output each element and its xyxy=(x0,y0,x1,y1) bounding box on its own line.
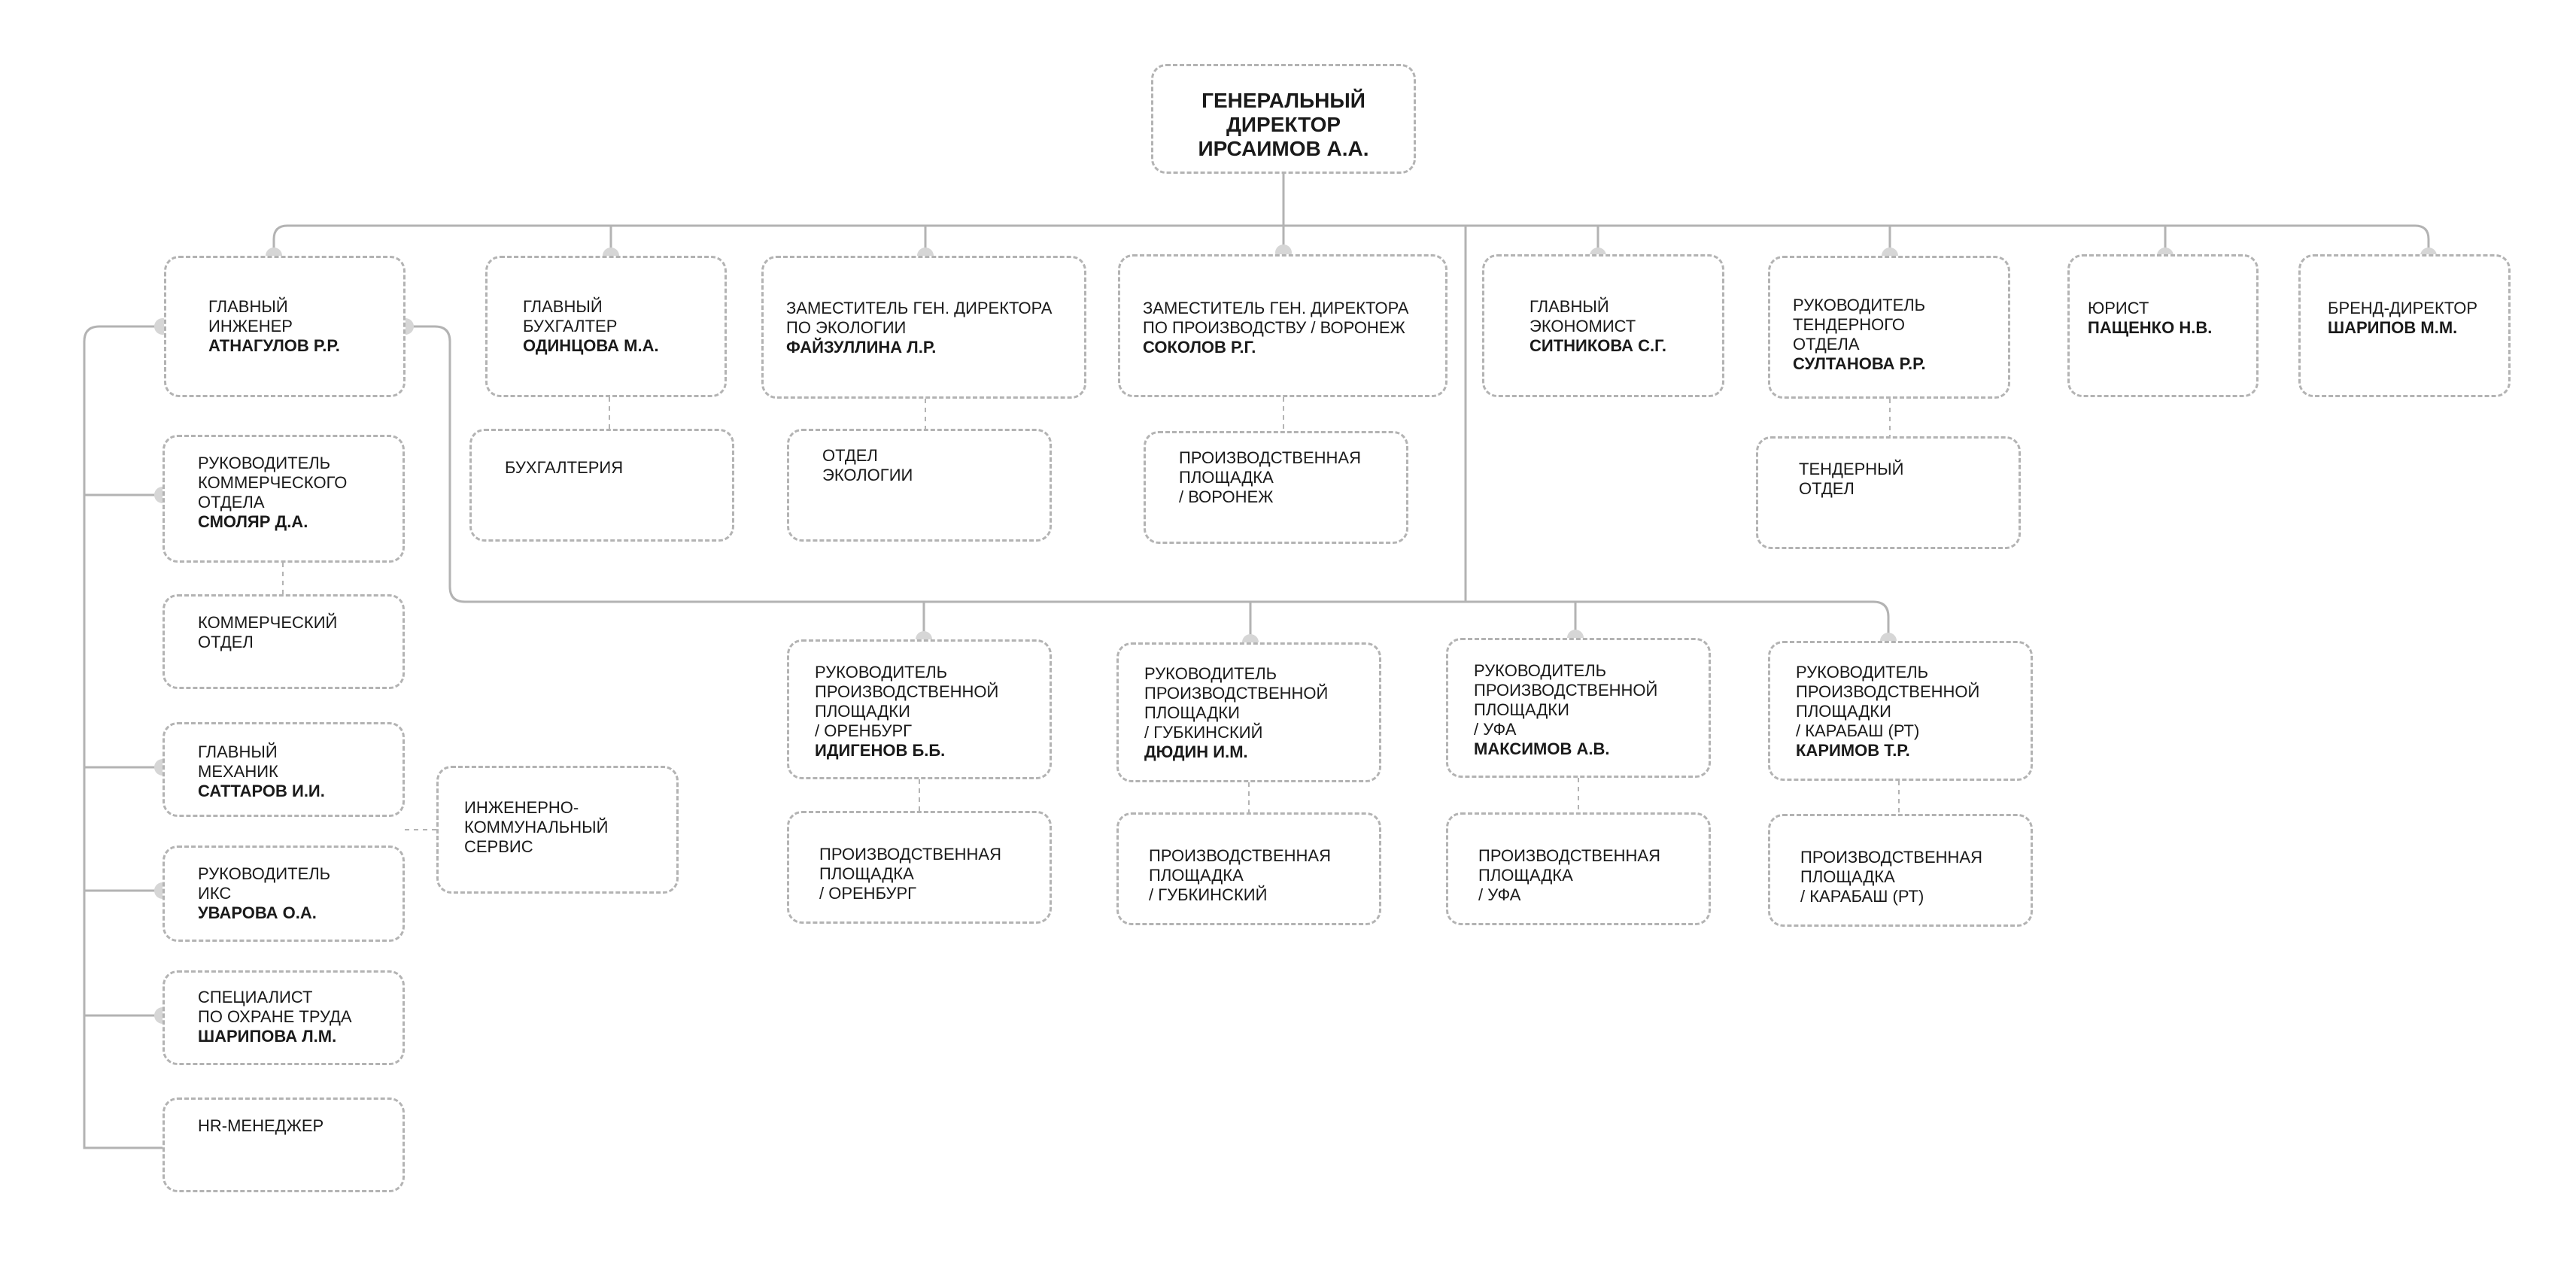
role-line: РУКОВОДИТЕЛЬ xyxy=(1793,296,1926,314)
node-commercial-dept xyxy=(163,594,405,689)
role-line: КОММЕРЧЕСКИЙ xyxy=(198,613,338,632)
role-line: РУКОВОДИТЕЛЬ xyxy=(1474,661,1607,680)
role-line: РУКОВОДИТЕЛЬ xyxy=(198,454,331,472)
role-line: ПЛОЩАДКА xyxy=(1800,867,1895,886)
role-line: РУКОВОДИТЕЛЬ xyxy=(815,663,948,682)
role-line: КОММЕРЧЕСКОГО xyxy=(198,473,348,492)
role-line: ПРОИЗВОДСТВЕННАЯ xyxy=(819,845,1001,864)
role-line: СЕРВИС xyxy=(464,837,533,856)
node-head-ufa xyxy=(1446,638,1711,778)
role-line: ДИРЕКТОР xyxy=(1226,113,1341,136)
node-tender-head xyxy=(1768,256,2010,399)
node-site-ufa xyxy=(1446,812,1711,925)
node-safety-specialist xyxy=(163,970,405,1065)
top-bus-line xyxy=(274,226,2429,256)
role-line: ТЕНДЕРНОГО xyxy=(1793,315,1906,334)
node-tender-dept xyxy=(1756,436,2021,549)
node-chief-economist xyxy=(1482,254,1724,397)
person-name: ФАЙЗУЛЛИНА Л.Р. xyxy=(786,338,937,357)
person-name: ШАРИПОВ М.М. xyxy=(2328,318,2458,337)
role-line: ПО ПРОИЗВОДСТВУ / ВОРОНЕЖ xyxy=(1143,318,1405,337)
role-line: / КАРАБАШ (РТ) xyxy=(1796,721,1920,740)
role-line: ГЛАВНЫЙ xyxy=(208,297,288,316)
person-name: САТТАРОВ И.И. xyxy=(198,782,325,800)
role-line: HR-МЕНЕДЖЕР xyxy=(198,1116,324,1135)
role-line: БРЕНД-ДИРЕКТОР xyxy=(2328,299,2478,317)
node-hr-manager xyxy=(163,1097,405,1192)
role-line: ОТДЕЛ xyxy=(822,446,878,465)
role-line: ЮРИСТ xyxy=(2088,299,2149,317)
role-line: / ГУБКИНСКИЙ xyxy=(1149,885,1268,904)
role-line: ПЛОЩАДКИ xyxy=(1474,700,1569,719)
role-line: КОММУНАЛЬНЫЙ xyxy=(464,818,609,836)
node-general-director xyxy=(1151,64,1416,174)
role-line: ЗАМЕСТИТЕЛЬ ГЕН. ДИРЕКТОРА xyxy=(786,299,1053,317)
node-site-karabash xyxy=(1768,814,2033,927)
role-line: ПЛОЩАДКА xyxy=(1478,866,1573,885)
role-line: ПРОИЗВОДСТВЕННОЙ xyxy=(815,682,999,701)
node-brand-director xyxy=(2298,254,2511,397)
role-line: ПЛОЩАДКА xyxy=(1179,468,1274,487)
role-line: ПРОИЗВОДСТВЕННОЙ xyxy=(1144,684,1329,703)
role-line: ИНЖЕНЕРНО- xyxy=(464,798,579,817)
role-line: ПРОИЗВОДСТВЕННОЙ xyxy=(1474,681,1658,700)
role-line: / ГУБКИНСКИЙ xyxy=(1144,723,1263,742)
node-lawyer xyxy=(2067,254,2259,397)
role-line: / УФА xyxy=(1478,885,1521,904)
role-line: ИКС xyxy=(198,884,232,903)
node-commercial-head xyxy=(163,435,405,563)
role-line: / ОРЕНБУРГ xyxy=(819,884,917,903)
role-line: РУКОВОДИТЕЛЬ xyxy=(1796,663,1929,682)
node-accounting xyxy=(469,429,734,542)
role-line: ПРОИЗВОДСТВЕННОЙ xyxy=(1796,682,1980,701)
role-line: / ВОРОНЕЖ xyxy=(1179,487,1274,506)
role-line: СПЕЦИАЛИСТ xyxy=(198,988,313,1006)
role-line: ПРОИЗВОДСТВЕННАЯ xyxy=(1179,448,1361,467)
person-name: СОКОЛОВ Р.Г. xyxy=(1143,338,1256,357)
node-head-karabash xyxy=(1768,641,2033,781)
role-line: ОТДЕЛ xyxy=(198,633,254,651)
role-line: ТЕНДЕРНЫЙ xyxy=(1799,460,1904,478)
person-name: АТНАГУЛОВ Р.Р. xyxy=(208,336,340,355)
person-name: ИРСАИМОВ А.А. xyxy=(1198,137,1369,160)
role-line: ПО ОХРАНЕ ТРУДА xyxy=(198,1007,352,1026)
role-line: ПРОИЗВОДСТВЕННАЯ xyxy=(1149,846,1331,865)
person-name: СМОЛЯР Д.А. xyxy=(198,512,308,531)
role-line: ПЛОЩАДКИ xyxy=(1144,703,1240,722)
role-line: ПРОИЗВОДСТВЕННАЯ xyxy=(1478,846,1660,865)
role-line: ОТДЕЛА xyxy=(1793,335,1860,354)
left-bus-line xyxy=(84,326,164,1148)
role-line: ОТДЕЛ xyxy=(1799,479,1855,498)
role-line: ПЛОЩАДКИ xyxy=(815,702,910,721)
role-line: МЕХАНИК xyxy=(198,762,278,781)
role-line: ГЛАВНЫЙ xyxy=(1530,297,1609,316)
role-line: ПЛОЩАДКА xyxy=(1149,866,1244,885)
role-line: РУКОВОДИТЕЛЬ xyxy=(198,864,331,883)
person-name: ШАРИПОВА Л.М. xyxy=(198,1027,337,1046)
person-name: СИТНИКОВА С.Г. xyxy=(1530,336,1667,355)
node-engineering-service xyxy=(436,766,679,894)
role-line: ГЛАВНЫЙ xyxy=(523,297,603,316)
person-name: КАРИМОВ Т.Р. xyxy=(1796,741,1910,760)
role-line: ИНЖЕНЕР xyxy=(208,317,293,335)
node-chief-accountant xyxy=(485,256,727,397)
role-line: ПО ЭКОЛОГИИ xyxy=(786,318,907,337)
node-chief-engineer xyxy=(164,256,406,397)
person-name: УВАРОВА О.А. xyxy=(198,903,317,922)
role-line: ЗАМЕСТИТЕЛЬ ГЕН. ДИРЕКТОРА xyxy=(1143,299,1409,317)
role-line: ЭКОНОМИСТ xyxy=(1530,317,1636,335)
node-head-gubkinsky xyxy=(1116,642,1381,782)
role-line: ПЛОЩАДКИ xyxy=(1796,702,1891,721)
node-deputy-production xyxy=(1118,254,1447,397)
role-line: / УФА xyxy=(1474,720,1517,739)
node-head-orenburg xyxy=(787,639,1052,779)
role-line: БУХГАЛТЕРИЯ xyxy=(505,458,624,477)
role-line: ГЕНЕРАЛЬНЫЙ xyxy=(1201,89,1365,112)
node-site-voronezh xyxy=(1144,431,1408,544)
role-line: / ОРЕНБУРГ xyxy=(815,721,913,740)
role-line: ПРОИЗВОДСТВЕННАЯ xyxy=(1800,848,1982,867)
person-name: МАКСИМОВ А.В. xyxy=(1474,739,1610,758)
person-name: ИДИГЕНОВ Б.Б. xyxy=(815,741,946,760)
role-line: / КАРАБАШ (РТ) xyxy=(1800,887,1924,906)
role-line: ГЛАВНЫЙ xyxy=(198,742,278,761)
role-line: РУКОВОДИТЕЛЬ xyxy=(1144,664,1277,683)
role-line: ЭКОЛОГИИ xyxy=(822,466,913,484)
person-name: ОДИНЦОВА М.А. xyxy=(523,336,659,355)
person-name: СУЛТАНОВА Р.Р. xyxy=(1793,354,1926,373)
role-line: ПЛОЩАДКА xyxy=(819,864,914,883)
role-line: БУХГАЛТЕР xyxy=(523,317,618,335)
node-chief-mechanic xyxy=(163,722,405,817)
person-name: ДЮДИН И.М. xyxy=(1144,742,1248,761)
node-site-gubkinsky xyxy=(1116,812,1381,925)
node-site-orenburg xyxy=(787,811,1052,924)
node-deputy-ecology xyxy=(761,256,1086,399)
node-iks-head xyxy=(163,845,405,942)
person-name: ПАЩЕНКО Н.В. xyxy=(2088,318,2213,337)
node-ecology-dept xyxy=(787,429,1052,542)
role-line: ОТДЕЛА xyxy=(198,493,265,512)
